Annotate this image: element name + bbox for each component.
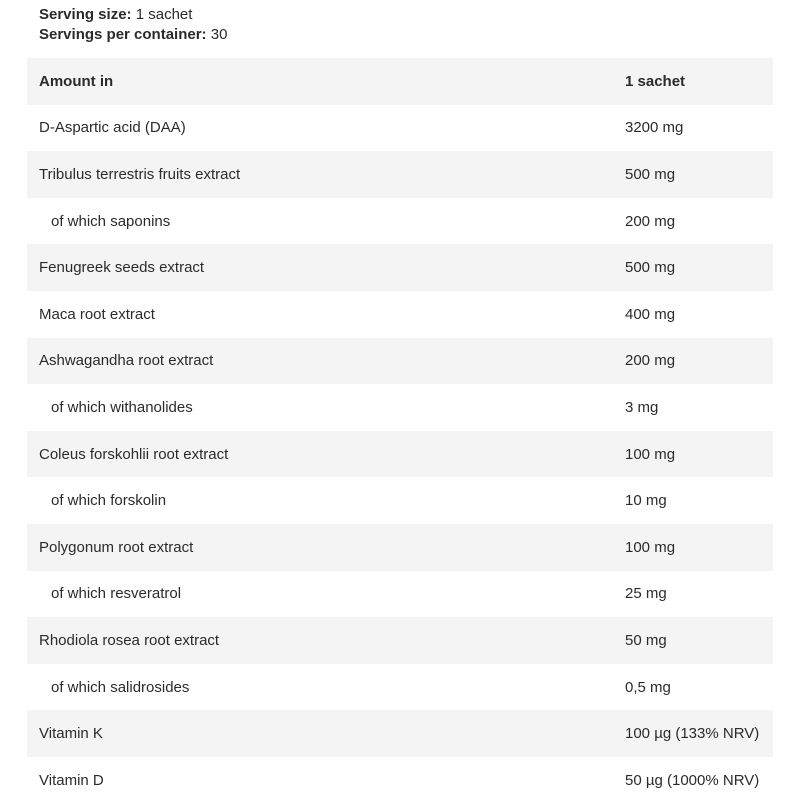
table-row [27, 571, 773, 618]
serving-size [39, 5, 227, 25]
ingredient-amount: 3200 mg [625, 119, 684, 137]
ingredient-name: of which forskolin [51, 492, 167, 510]
header-per-sachet: 1 sachet [625, 72, 686, 90]
table-row [27, 710, 773, 757]
servings-per-container-label: Servings per container: [39, 26, 207, 43]
supplement-facts-table [27, 58, 773, 804]
ingredient-name: of which saponins [51, 212, 171, 230]
table-row [27, 244, 773, 291]
ingredient-amount: 100 µg (133% NRV) [625, 725, 760, 743]
ingredient-name: Maca root extract [39, 305, 155, 323]
ingredient-name: Fenugreek seeds extract [39, 259, 205, 277]
table-row [27, 524, 773, 571]
ingredient-amount: 50 mg [625, 631, 667, 649]
table-row [27, 151, 773, 198]
ingredient-amount: 400 mg [625, 305, 676, 323]
ingredient-amount: 3 mg [625, 398, 659, 416]
ingredient-name: Vitamin D [39, 771, 104, 789]
ingredient-name: of which resveratrol [51, 585, 182, 603]
servings-per-container-value: 30 [210, 26, 228, 43]
ingredient-amount: 500 mg [625, 165, 676, 183]
ingredient-name: Ashwagandha root extract [39, 352, 214, 370]
ingredient-name: Polygonum root extract [39, 538, 194, 556]
table-row [27, 384, 773, 431]
table-row [27, 664, 773, 711]
table-row [27, 617, 773, 664]
ingredient-amount: 0,5 mg [625, 678, 671, 696]
table-row [27, 431, 773, 478]
ingredient-name: Tribulus terrestris fruits extract [39, 165, 241, 183]
table-row [27, 477, 773, 524]
serving-info [39, 5, 227, 45]
ingredient-amount: 100 mg [625, 445, 676, 463]
ingredient-amount: 200 mg [625, 352, 676, 370]
header-amount-in: Amount in [39, 72, 114, 90]
ingredient-name: Rhodiola rosea root extract [39, 631, 220, 649]
table-row [27, 291, 773, 338]
table-row [27, 338, 773, 385]
ingredient-amount: 500 mg [625, 259, 676, 277]
table-row [27, 757, 773, 804]
servings-per-container [39, 25, 227, 45]
ingredient-name: Coleus forskohlii root extract [39, 445, 229, 463]
ingredient-name: of which salidrosides [51, 678, 190, 696]
table-header-row [27, 58, 773, 105]
ingredient-amount: 10 mg [625, 492, 667, 510]
ingredient-amount: 25 mg [625, 585, 667, 603]
ingredient-name: D-Aspartic acid (DAA) [39, 119, 186, 137]
ingredient-name: of which withanolides [51, 398, 193, 416]
table-row [27, 198, 773, 245]
ingredient-amount: 50 µg (1000% NRV) [625, 771, 760, 789]
serving-size-value: 1 sachet [135, 6, 193, 23]
ingredient-name: Vitamin K [39, 725, 103, 743]
ingredient-amount: 100 mg [625, 538, 676, 556]
ingredient-amount: 200 mg [625, 212, 676, 230]
table-row [27, 105, 773, 152]
serving-size-label: Serving size: [39, 6, 132, 23]
